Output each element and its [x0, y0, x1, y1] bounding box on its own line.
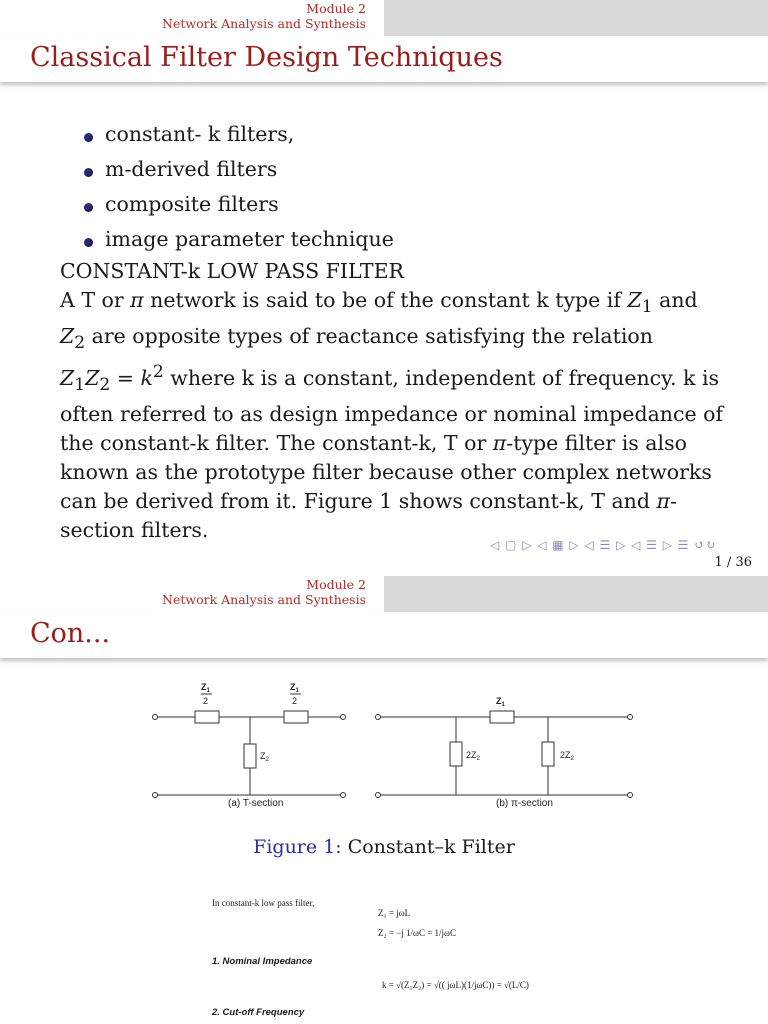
label-denominator: 2	[203, 696, 209, 706]
bullet-item: composite filters	[84, 190, 750, 219]
header-module: Module 2	[306, 577, 366, 592]
page-number: 1 / 36	[714, 555, 752, 570]
bullet-item: image parameter technique	[84, 225, 750, 254]
circuit-diagram	[0, 674, 768, 824]
pi-symbol: π	[130, 288, 144, 312]
slide-2	[0, 576, 768, 1024]
header-module: Module 2	[306, 1, 366, 16]
label-denominator: 2	[292, 696, 298, 706]
pi-symbol: π	[656, 489, 670, 514]
header-right	[384, 576, 768, 612]
title-bar	[0, 36, 768, 82]
z2-symbol: Z	[60, 324, 75, 349]
slide-header	[0, 0, 768, 36]
label-z1-half: $Z_1$	[201, 682, 210, 694]
scanned-notes	[0, 876, 768, 1024]
scan-item1: 1. Nominal Impedance	[212, 956, 313, 967]
para-part: network is said to be of the constant k type if	[143, 288, 628, 312]
slide-header	[0, 576, 768, 612]
scan-eq1: Z₁ = jωL	[378, 908, 411, 918]
para-part: -section filters.	[60, 489, 677, 543]
pi-section-caption: (b) π-section	[496, 798, 553, 809]
label-2z2: $2Z_2$	[466, 750, 480, 762]
beamer-navigation[interactable]: ◁ ▢ ▷ ◁ ▦ ▷ ◁ ☰ ▷ ◁ ☰ ▷ ☰ ↺↻	[490, 538, 717, 552]
label-z2: $Z_2$	[260, 751, 269, 763]
section-heading: CONSTANT-k LOW PASS FILTER	[60, 259, 404, 283]
header-course: Network Analysis and Synthesis	[162, 592, 366, 607]
para-part: -type filter is also known as the prototype filter because other complex networks can be derived from it. Figure 1 shows constant-k, T and	[60, 431, 712, 514]
para-part: A T or	[60, 288, 131, 312]
label-2z2: $2Z_2$	[560, 750, 574, 762]
scan-eq3: k = √(Z₁Z₂) = √(( jωL)(1/jωC)) = √(L/C)	[382, 980, 529, 990]
bullet-item: m-derived filters	[84, 155, 750, 184]
scan-item2: 2. Cut-off Frequency	[212, 1007, 305, 1018]
label-z1: $Z_1$	[496, 696, 505, 708]
slide-content	[60, 120, 750, 545]
header-left	[0, 0, 384, 36]
figure-caption	[0, 836, 768, 858]
pi-symbol: π	[492, 431, 507, 456]
header-right	[384, 0, 768, 36]
header-left	[0, 576, 384, 612]
bullet-item: constant- k filters,	[84, 120, 750, 149]
figure-caption-text: Constant–k Filter	[341, 836, 515, 858]
para-part: and	[652, 288, 698, 312]
para-part: where k is a constant, independent of frequency. k is often referred to as design impedance or nominal impedance of the constant-k filter. The constant-k, T or	[60, 366, 724, 456]
para-part: are opposite types of reactance satisfying the relation	[85, 324, 653, 349]
slide-title: Con...	[30, 618, 111, 649]
figure-label: Figure 1:	[253, 836, 342, 858]
scan-intro: In constant-k low pass filter,	[212, 898, 315, 908]
slide-title: Classical Filter Design Techniques	[30, 42, 503, 73]
circuit-figure	[0, 674, 768, 824]
body-paragraph: A T or π network is said to be of the constant k type if $Z_1$ and $Z_2$ are opposite types of reactance satisfying the relation $Z_1Z_2 = k^2$ where k is a constant, independent of frequency. k is often referred to as design impedance or nominal impedance of the constant-k filter. The constant-k, T or π-type filter is also known as the prototype filter because other complex networks can be derived from it. Figure 1 shows constant-k, T and π-section filters.	[60, 288, 724, 543]
relation-formula: Z	[60, 366, 75, 391]
scan-eq2: Z₂ = −j 1/ωC = 1/jωC	[378, 928, 456, 938]
t-section-caption: (a) T-section	[228, 798, 284, 809]
bullet-list	[60, 120, 750, 254]
label-z1-half: $Z_1$	[290, 682, 299, 694]
title-bar	[0, 612, 768, 658]
z1-symbol: Z	[627, 288, 642, 312]
header-course: Network Analysis and Synthesis	[162, 16, 366, 31]
